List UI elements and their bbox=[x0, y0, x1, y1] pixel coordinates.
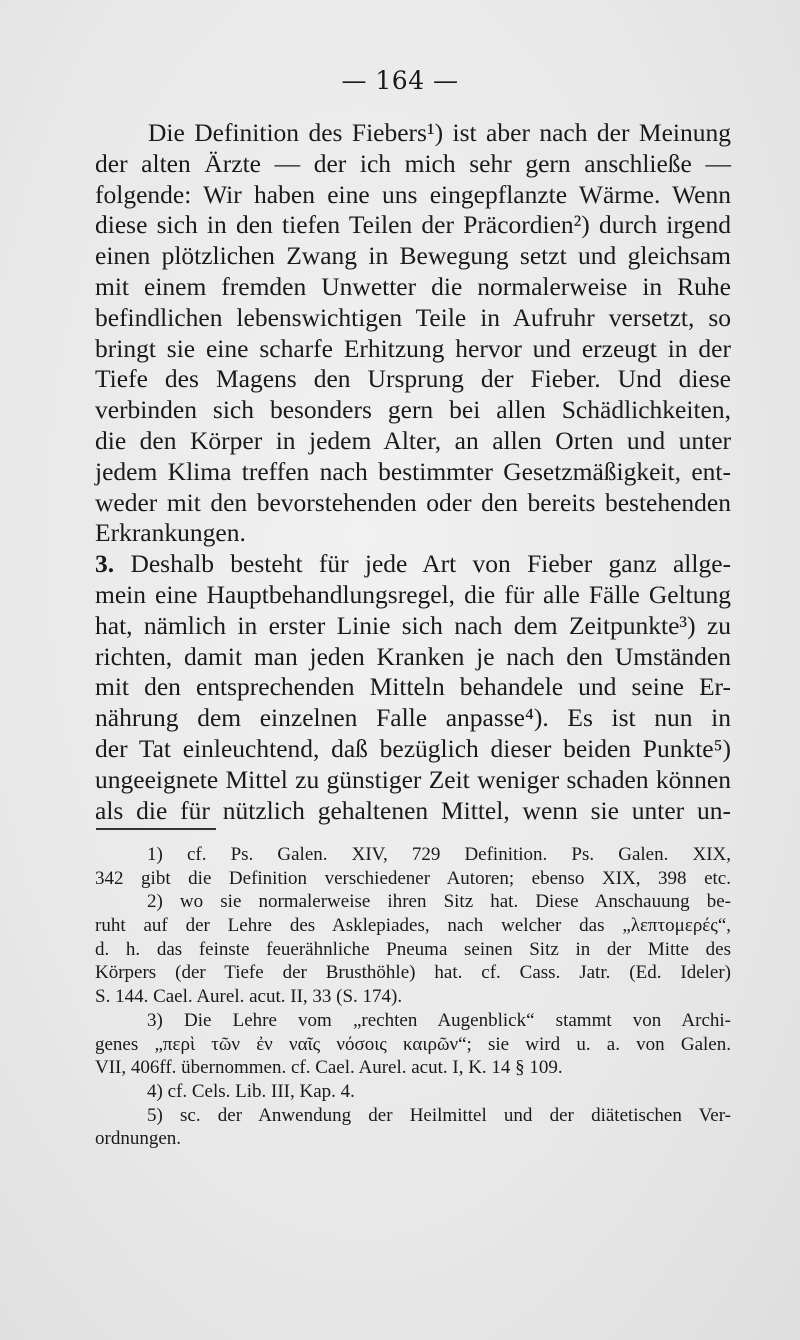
text-line: jedem Klima treffen nach bestimmter Gesetzmäßigkeit, ent- bbox=[95, 456, 731, 486]
text-line: mein eine Hauptbehandlungsregel, die für alle Fälle Geltung bbox=[95, 579, 731, 609]
text-line: verbinden sich besonders gern bei allen Schädlichkeiten, bbox=[95, 395, 731, 425]
text-line: weder mit den bevorstehenden oder den bereits bestehenden bbox=[95, 487, 731, 517]
text-line: nährung dem einzelnen Falle anpasse⁴). Es ist nun in bbox=[95, 703, 731, 733]
text-line: hat, nämlich in erster Linie sich nach dem Zeitpunkte³) zu bbox=[95, 610, 731, 640]
footnote-line: 1) cf. Ps. Galen. XIV, 729 Definition. Ps. Galen. XIX, bbox=[147, 844, 731, 865]
footnote-line: 3) Die Lehre vom „rechten Augenblick“ stammt von Archi- bbox=[147, 1009, 731, 1031]
text-line: mit einem fremden Unwetter die normalerweise in Ruhe bbox=[95, 271, 731, 301]
main-text bbox=[95, 118, 731, 826]
text-line: als die für nützlich gehaltenen Mittel, wenn sie unter un- bbox=[95, 795, 731, 825]
text-line: richten, damit man jeden Kranken je nach den Umständen bbox=[95, 641, 731, 671]
text-line: mit den entsprechenden Mitteln behandele und seine Er- bbox=[95, 672, 731, 702]
text-line: Deshalb besteht für jede Art von Fieber ganz allge- bbox=[130, 549, 732, 579]
footnote-line: 2) wo sie normalerweise ihren Sitz hat. Diese Anschauung be- bbox=[147, 891, 731, 913]
text-line: der alten Ärzte — der ich mich sehr gern anschließe — bbox=[95, 148, 731, 178]
text-line: Tiefe des Magens den Ursprung der Fieber. Und diese bbox=[95, 364, 731, 394]
text-line: diese sich in den tiefen Teilen der Präcordien²) durch irgend bbox=[95, 210, 731, 240]
text-line: die den Körper in jedem Alter, an allen Orten und unter bbox=[95, 425, 731, 455]
footnotes bbox=[95, 843, 731, 1151]
text-line: Die Definition des Fiebers¹) ist aber nach der Meinung bbox=[148, 118, 731, 147]
page-number: — 164 — bbox=[341, 66, 459, 95]
text-line: befindlichen lebenswichtigen Teile in Aufruhr versetzt, so bbox=[95, 302, 731, 332]
footnote-line: 342 gibt die Definition verschiedener Autoren; ebenso XIX, 398 etc. bbox=[95, 867, 731, 889]
footnote-line: S. 144. Cael. Aurel. acut. II, 33 (S. 174). bbox=[95, 986, 403, 1008]
footnote-line: ordnungen. bbox=[95, 1128, 182, 1150]
footnote-line: ruht auf der Lehre des Asklepiades, nach welcher das „λεπτομερές“, bbox=[95, 915, 731, 937]
text-line: einen plötzlichen Zwang in Bewegung setzt und gleichsam bbox=[95, 241, 731, 271]
section-number: 3. bbox=[95, 549, 115, 579]
footnote-line: 5) sc. der Anwendung der Heilmittel und der diätetischen Ver- bbox=[147, 1104, 731, 1126]
footnote-line: Körpers (der Tiefe der Brusthöhle) hat. cf. Cass. Jatr. (Ed. Ideler) bbox=[95, 962, 731, 984]
footnote-line: genes „περὶ τῶν ἐν ναῖς νόσοις καιρῶν“; sie wird u. a. von Galen. bbox=[95, 1033, 731, 1055]
section-3-first-line bbox=[95, 549, 731, 580]
footnote-line: VII, 406ff. übernommen. cf. Cael. Aurel. acut. I, K. 14 § 109. bbox=[95, 1057, 563, 1079]
footnote-line: 4) cf. Cels. Lib. III, Kap. 4. bbox=[147, 1080, 355, 1102]
footnote-divider bbox=[96, 828, 216, 830]
text-line: der Tat einleuchtend, daß bezüglich dieser beiden Punkte⁵) bbox=[95, 733, 731, 763]
text-line: ungeeignete Mittel zu günstiger Zeit weniger schaden können bbox=[95, 764, 731, 794]
footnote-line: d. h. das feinste feuerähnliche Pneuma seinen Sitz in der Mitte des bbox=[95, 938, 731, 960]
text-line: Erkrankungen. bbox=[95, 518, 246, 548]
text-line: folgende: Wir haben eine uns eingepflanzte Wärme. Wenn bbox=[95, 179, 731, 209]
text-line: bringt sie eine scharfe Erhitzung hervor und erzeugt in der bbox=[95, 333, 731, 363]
